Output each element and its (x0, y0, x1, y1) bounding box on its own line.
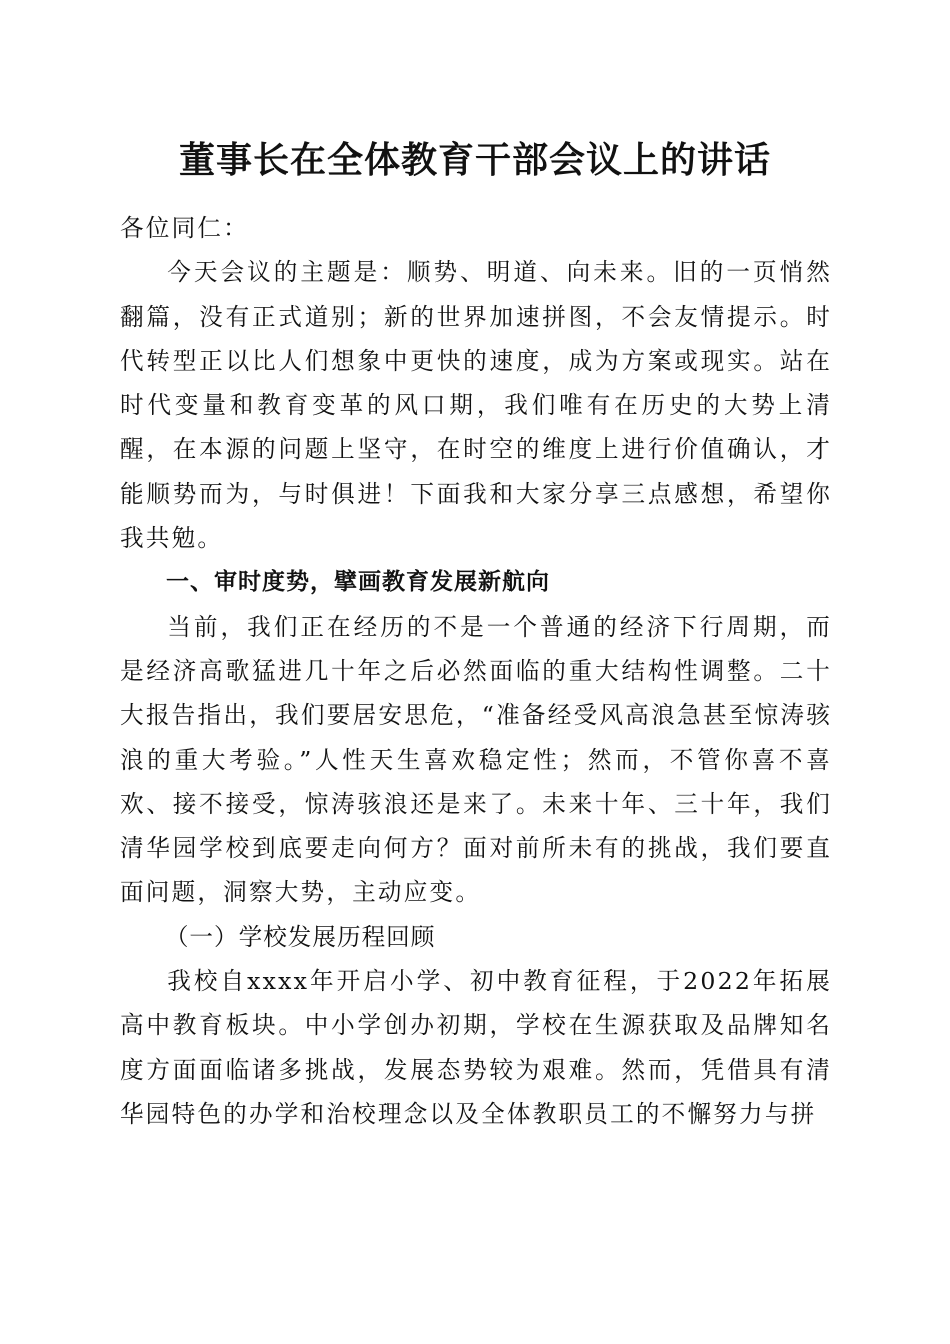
document-title: 董事长在全体教育干部会议上的讲话 (178, 139, 771, 181)
paragraph-intro: 今天会议的主题是：顺势、明道、向未来。旧的一页悄然翻篇，没有正式道别；新的世界加速拼图，不会友情提示。时代转型正以比人们想象中更快的速度，成为方案或现实。站在时代变量和教育变革的风口期，我们唯有在历史的大势上清醒，在本源的问题上坚守，在时空的维度上进行价值确认，才能顺势而为，与时俱进！下面我和大家分享三点感想，希望你我共勉。 (120, 258, 832, 553)
salutation: 各位同仁： (120, 214, 249, 242)
subsection-heading-1: （一）学校发展历程回顾 (164, 922, 436, 951)
paragraph-situation: 当前，我们正在经历的不是一个普通的经济下行周期，而是经济高歌猛进几十年之后必然面临的重大结构性调整。二十大报告指出，我们要居安思危，“准备经受风高浪急甚至惊涛骇浪的重大考验。”人性天生喜欢稳定性；然而，不管你喜不喜欢、接不接受，惊涛骇浪还是来了。未来十年、三十年，我们清华园学校到底要走向何方？面对前所未有的挑战，我们要直面问题，洞察大势，主动应变。 (120, 612, 832, 907)
paragraph-history: 我校自xxxx年开启小学、初中教育征程，于2022年拓展高中教育板块。中小学创办初期，学校在生源获取及品牌知名度方面面临诸多挑战，发展态势较为艰难。然而，凭借具有清华园特色的办学和治校理念以及全体教职员工的不懈努力与拼 (120, 967, 832, 1128)
section-heading-1: 一、审时度势，擘画教育发展新航向 (166, 569, 550, 596)
document-body (120, 206, 832, 1136)
